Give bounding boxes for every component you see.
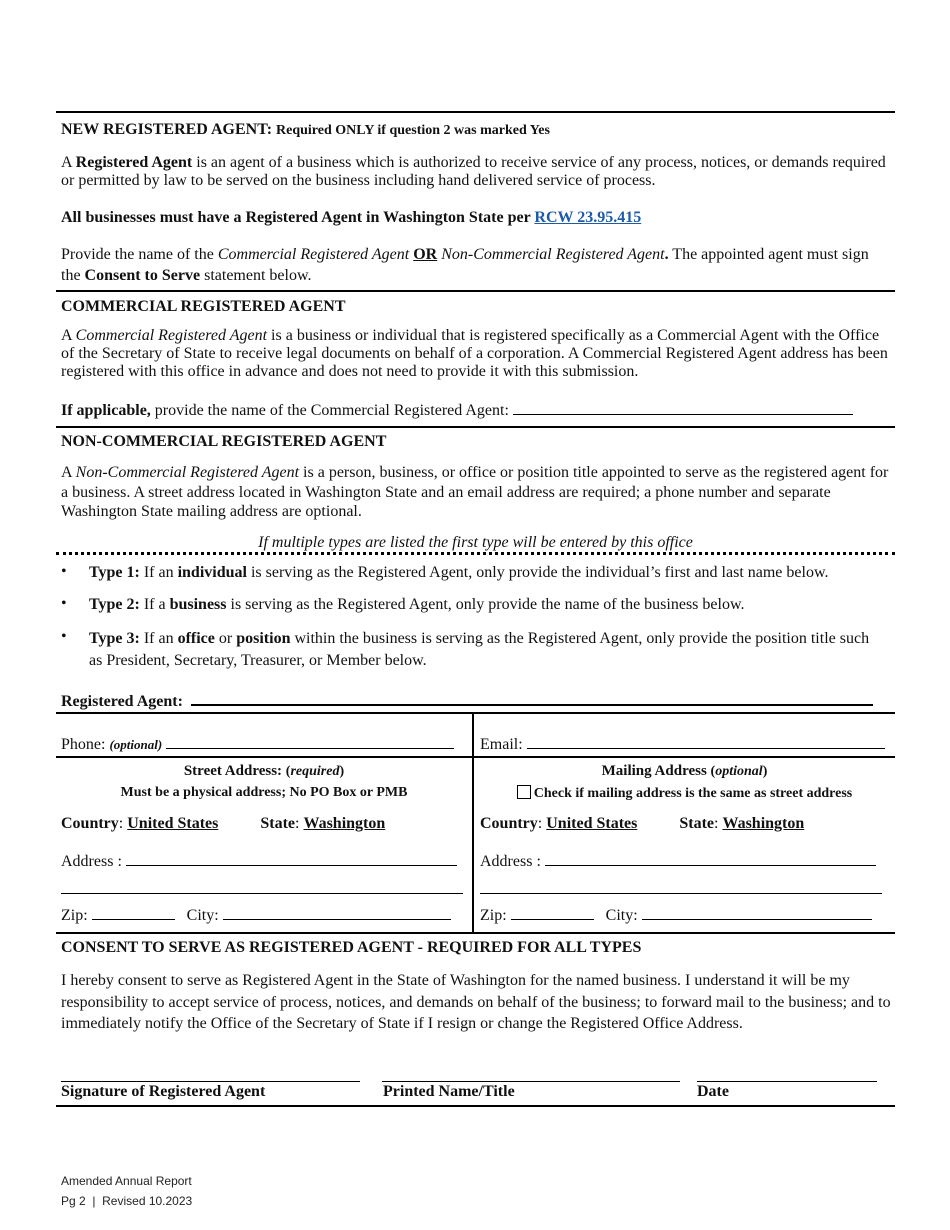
street-address-field[interactable] xyxy=(126,851,457,866)
signature-label: Signature of Registered Agent xyxy=(61,1083,266,1100)
date-label: Date xyxy=(697,1083,729,1100)
type3-text-b: within the business is serving as the Registered Agent, only provide the position title such as President, Secretary, Treasurer, or Member below. xyxy=(89,630,870,669)
commercial-agent-name-field[interactable] xyxy=(513,400,853,415)
provide-name-instructions xyxy=(61,244,891,286)
street-required: required xyxy=(290,764,340,779)
type2-text-a: If a xyxy=(139,596,170,613)
if-applicable: If applicable, xyxy=(61,402,151,419)
type1-item xyxy=(89,563,894,582)
registered-agent-field[interactable] xyxy=(191,690,873,706)
noncommercial-def-prefix: A xyxy=(61,464,76,481)
top-rule xyxy=(56,111,895,113)
rule-consent xyxy=(56,932,895,934)
bullet-icon: • xyxy=(61,595,67,612)
phone-label: Phone: xyxy=(61,736,106,753)
mailing-state-label: State xyxy=(679,815,714,832)
footer-page-revision: Pg 2 | Revised 10.2023 xyxy=(61,1194,193,1208)
mailing-country-label: Country xyxy=(480,815,538,832)
street-address-label: Address : xyxy=(61,853,122,870)
commercial-def-rest: is a business or individual that is registered specifically as a Commercial Agent with the Office of the Secretary of State to receive legal documents on behalf of a corporation. A Commercial Registered Agent address has been registered with this office in advance and does not need to provide it with this submission. xyxy=(61,327,888,380)
email-field[interactable] xyxy=(527,734,885,749)
def-prefix: A xyxy=(61,154,76,171)
rule-bottom xyxy=(56,1105,895,1107)
provide-consent: Consent to Serve xyxy=(84,267,201,284)
commercial-agent-name-row xyxy=(61,400,891,420)
street-state-label: State xyxy=(260,815,295,832)
same-as-street-row xyxy=(474,785,895,802)
email-label: Email: xyxy=(480,736,523,753)
mailing-zip-city-row xyxy=(480,905,890,925)
def-term: Registered Agent xyxy=(75,154,193,171)
type1-bold: individual xyxy=(177,564,247,581)
noncommercial-def-term: Non-Commercial Registered Agent xyxy=(75,464,300,481)
street-address-line2-field[interactable] xyxy=(61,893,463,894)
printed-name-label: Printed Name/Title xyxy=(383,1083,515,1100)
street-title: Street Address: (required) xyxy=(183,763,345,779)
street-country-state: Country: United States State: Washington xyxy=(61,815,386,832)
type3-label: Type 3: xyxy=(89,630,140,647)
rule-form-top xyxy=(56,712,895,714)
phone-field[interactable] xyxy=(166,734,454,749)
rule-noncommercial xyxy=(56,426,895,428)
mailing-address-label: Address : xyxy=(480,853,541,870)
provide-commercial: Commercial Registered Agent xyxy=(217,246,410,263)
mailing-optional: optional xyxy=(715,764,763,779)
street-state-value: Washington xyxy=(303,815,386,832)
provide-text-1: Provide the name of the xyxy=(61,246,218,263)
rule-commercial xyxy=(56,290,895,292)
provide-noncommercial: Non-Commercial Registered Agent xyxy=(441,246,665,263)
bullet-icon: • xyxy=(61,563,67,580)
registered-agent-label: Registered Agent: xyxy=(61,693,183,710)
mailing-address-line2-field[interactable] xyxy=(480,893,882,894)
type1-text-b: is serving as the Registered Agent, only provide the individual’s first and last name below. xyxy=(246,564,829,581)
rule-address-top xyxy=(56,756,895,758)
mailing-state-value: Washington xyxy=(722,815,805,832)
all-businesses-statement xyxy=(61,208,891,227)
footer-title: Amended Annual Report xyxy=(61,1174,192,1188)
street-address-row xyxy=(61,851,466,871)
mailing-address-field[interactable] xyxy=(545,851,876,866)
provide-text-3: statement below. xyxy=(200,267,312,284)
street-country-value: United States xyxy=(127,815,219,832)
commercial-def-prefix: A xyxy=(61,327,76,344)
mailing-zip-label: Zip: xyxy=(480,907,507,924)
mailing-city-field[interactable] xyxy=(642,905,872,920)
type2-bold: business xyxy=(169,596,227,613)
provide-or: OR xyxy=(413,246,438,263)
provide-period: . xyxy=(664,246,669,263)
commercial-name-label: provide the name of the Commercial Registered Agent: xyxy=(150,402,513,419)
dotted-separator xyxy=(56,552,895,555)
type3-bold-position: position xyxy=(236,630,291,647)
mailing-country-value: United States xyxy=(546,815,638,832)
type2-item xyxy=(89,595,894,614)
consent-text: I hereby consent to serve as Registered Agent in the State of Washington for the named business. I understand it will be my responsibility to accept service of process, notices, and demands on behalf of the business; to forward mail to the business; and to immediately notify the Office of the Secretary of State if I resign or change the Registered Office Address. xyxy=(61,972,891,1032)
form-divider xyxy=(472,712,474,934)
street-title-text: Street Address: xyxy=(183,763,283,779)
registered-agent-definition xyxy=(61,154,891,190)
def-rest: is an agent of a business which is authorized to receive service of any process, notices, or demands required or permitted by law to be served on the business including hand delivered service of process. xyxy=(61,154,886,189)
type3-bold-office: office xyxy=(177,630,215,647)
date-field[interactable] xyxy=(697,1081,877,1082)
same-as-street-label: Check if mailing address is the same as street address xyxy=(533,786,853,801)
phone-row xyxy=(61,734,466,754)
new-agent-heading-note: Required ONLY if question 2 was marked Yes xyxy=(276,123,550,138)
multiple-types-note: If multiple types are listed the first type will be entered by this office xyxy=(258,534,693,551)
noncommercial-heading: NON-COMMERCIAL REGISTERED AGENT xyxy=(61,433,387,450)
mailing-title: Mailing Address (optional) xyxy=(601,763,768,779)
commercial-heading: COMMERCIAL REGISTERED AGENT xyxy=(61,298,346,315)
street-country-label: Country xyxy=(61,815,119,832)
mailing-zip-field[interactable] xyxy=(511,905,594,920)
noncommercial-def-rest: is a person, business, or office or position title appointed to serve as the registered agent for a business. A street address located in Washington State and an email address are required; a phone number and separate Washington State mailing address are optional. xyxy=(61,464,889,520)
type3-item xyxy=(89,628,879,672)
street-zip-field[interactable] xyxy=(92,905,175,920)
consent-heading: CONSENT TO SERVE AS REGISTERED AGENT - REQUIRED FOR ALL TYPES xyxy=(61,939,642,956)
registered-agent-row xyxy=(61,690,891,711)
new-agent-heading-text: NEW REGISTERED AGENT: xyxy=(61,121,273,138)
mailing-city-label: City: xyxy=(605,907,638,924)
street-note: Must be a physical address; No PO Box or PMB xyxy=(120,785,408,800)
type3-text-a: If an xyxy=(139,630,178,647)
all-businesses-text: All businesses must have a Registered Agent in Washington State per xyxy=(61,209,535,226)
mailing-title-text: Mailing Address xyxy=(601,763,707,779)
rcw-link[interactable]: RCW 23.95.415 xyxy=(534,209,642,226)
type1-label: Type 1: xyxy=(89,564,140,581)
commercial-def-term: Commercial Registered Agent xyxy=(75,327,268,344)
provide-text-2: The appointed agent must sign the xyxy=(61,246,869,284)
mailing-address-row xyxy=(480,851,890,871)
street-city-label: City: xyxy=(186,907,219,924)
street-zip-label: Zip: xyxy=(61,907,88,924)
new-agent-heading xyxy=(61,120,891,140)
type1-text-a: If an xyxy=(139,564,178,581)
bullet-icon: • xyxy=(61,628,67,645)
same-as-street-checkbox[interactable] xyxy=(517,785,531,799)
type2-label: Type 2: xyxy=(89,596,140,613)
printed-name-field[interactable] xyxy=(382,1081,680,1082)
mailing-country-state: Country: United States State: Washington xyxy=(480,815,805,832)
phone-optional: (optional) xyxy=(109,737,163,752)
signature-field[interactable] xyxy=(61,1081,360,1082)
type2-text-b: is serving as the Registered Agent, only provide the name of the business below. xyxy=(226,596,745,613)
street-city-field[interactable] xyxy=(223,905,451,920)
commercial-definition xyxy=(61,327,891,381)
noncommercial-definition xyxy=(61,463,891,522)
email-row xyxy=(480,734,890,754)
type3-or: or xyxy=(214,630,237,647)
street-zip-city-row xyxy=(61,905,466,925)
